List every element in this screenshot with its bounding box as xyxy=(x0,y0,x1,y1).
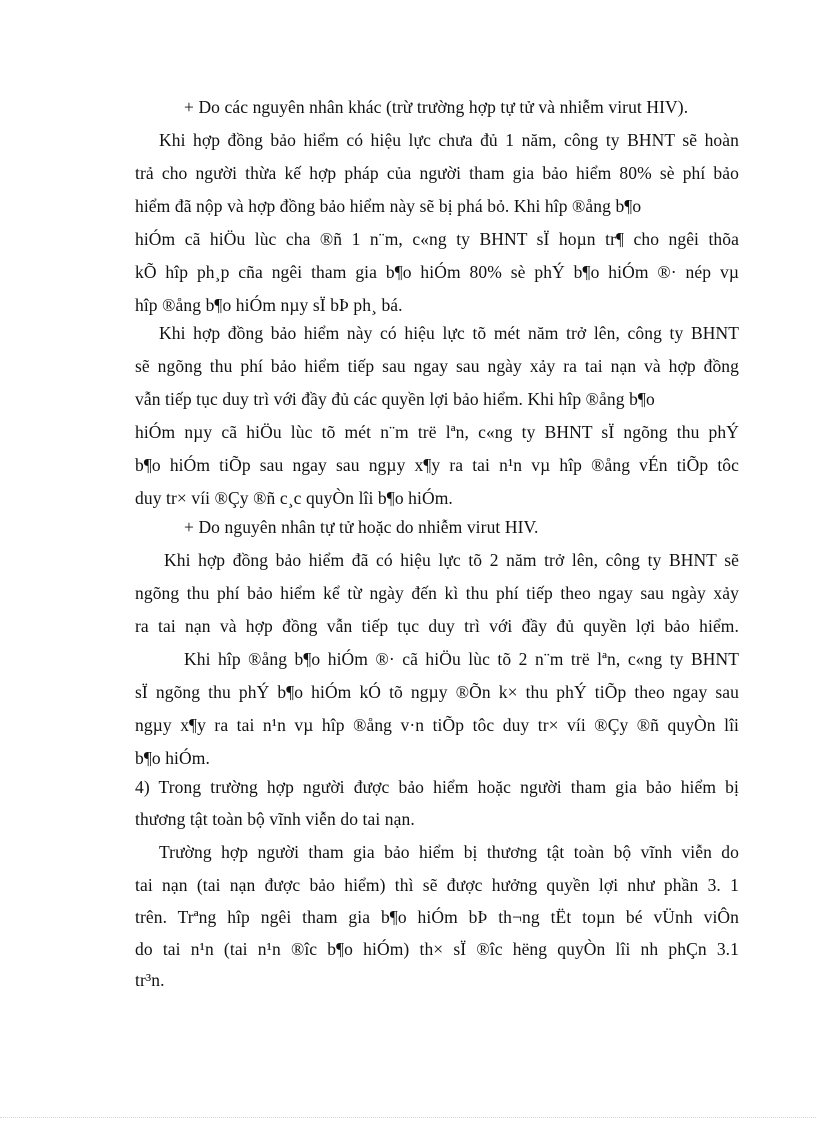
text-line: tr³n. xyxy=(135,970,165,990)
text-line: b¶o hiÓm. xyxy=(135,748,210,768)
text-line: Khi hợp đồng bảo hiểm đã có hiệu lực tõ 2 năm trở lên, công ty BHNT sẽ xyxy=(164,550,739,570)
text-line: sÏ ngõng thu phÝ b¶o hiÓm kÓ tõ ngµy ®Õn k× thu phÝ tiÕp theo ngay sau xyxy=(135,682,739,702)
text-line: ngõng thu phí bảo hiểm kể từ ngày đến kì thu phí tiếp theo ngay sau ngày xảy xyxy=(135,583,739,603)
text-line: sẽ ngõng thu phí bảo hiểm tiếp sau ngay sau ngày xảy ra tai nạn và hợp đồng xyxy=(135,356,739,376)
text-line: do tai n¹n (tai n¹n ®îc b¶o hiÓm) th× sÏ ®îc hëng quyÒn lîi nh phÇn 3.1 xyxy=(135,939,739,959)
text-line: b¶o hiÓm tiÕp sau ngay sau ngµy x¶y ra tai n¹n vµ hîp ®ång vÉn tiÕp tôc xyxy=(135,455,739,475)
section-heading: 4) Trong trường hợp người được bảo hiểm hoặc người tham gia bảo hiểm bị xyxy=(135,777,739,797)
text-line: Khi hîp ®ång b¶o hiÓm ®· cã hiÖu lùc tõ 2 n¨m trë lªn, c«ng ty BHNT xyxy=(184,649,739,669)
text-line: duy tr× víi ®Çy ®ñ c¸c quyÒn lîi b¶o hiÓm. xyxy=(135,488,453,508)
text-line: Khi hợp đồng bảo hiểm này có hiệu lực tõ mét năm trở lên, công ty BHNT xyxy=(159,323,739,343)
text-line: hiểm đã nộp và hợp đồng bảo hiểm này sẽ bị phá bỏ. Khi hîp ®ång b¶o xyxy=(135,196,642,216)
text-line: hîp ®ång b¶o hiÓm nµy sÏ bÞ ph¸ bá. xyxy=(135,295,403,315)
text-line: tai nạn (tai nạn được bảo hiểm) thì sẽ được hưởng quyền lợi như phần 3. 1 xyxy=(135,875,739,895)
text-line: Trường hợp người tham gia bảo hiểm bị thương tật toàn bộ vĩnh viễn do xyxy=(159,842,739,862)
section-heading: thương tật toàn bộ vĩnh viễn do tai nạn. xyxy=(135,809,415,829)
text-line: ngµy x¶y ra tai n¹n vµ hîp ®ång v·n tiÕp tôc duy tr× víi ®Çy ®ñ quyÒn lîi xyxy=(135,715,739,735)
text-line: trên. Trªng hîp ngêi tham gia b¶o hiÓm bÞ th¬ng tËt toµn bé vÜnh viÔn xyxy=(135,907,739,927)
text-line: hiÓm cã hiÖu lùc cha ®ñ 1 n¨m, c«ng ty BHNT sÏ hoµn tr¶ cho ngêi thõa xyxy=(135,229,739,249)
text-line: + Do nguyên nhân tự tử hoặc do nhiễm virut HIV. xyxy=(184,517,539,537)
text-line: kÕ hîp ph¸p cña ngêi tham gia b¶o hiÓm 80% sè phÝ b¶o hiÓm ®· nép vµ xyxy=(135,262,739,282)
text-line: + Do các nguyên nhân khác (trừ trường hợp tự tử và nhiễm virut HIV). xyxy=(184,97,689,117)
text-line: vẫn tiếp tục duy trì với đầy đủ các quyền lợi bảo hiểm. Khi hîp ®ång b¶o xyxy=(135,389,655,409)
text-line: Khi hợp đồng bảo hiểm có hiệu lực chưa đủ 1 năm, công ty BHNT sẽ hoàn xyxy=(159,130,739,150)
text-line: trả cho người thừa kế hợp pháp của người tham gia bảo hiểm 80% sè phí bảo xyxy=(135,163,739,183)
text-line: ra tai nạn và hợp đồng vẫn tiếp tục duy trì với đầy đủ quyền lợi bảo hiểm. xyxy=(135,616,739,636)
page-bottom-divider xyxy=(0,1117,816,1118)
text-line: hiÓm nµy cã hiÖu lùc tõ mét n¨m trë lªn, c«ng ty BHNT sÏ ngõng thu phÝ xyxy=(135,422,739,442)
